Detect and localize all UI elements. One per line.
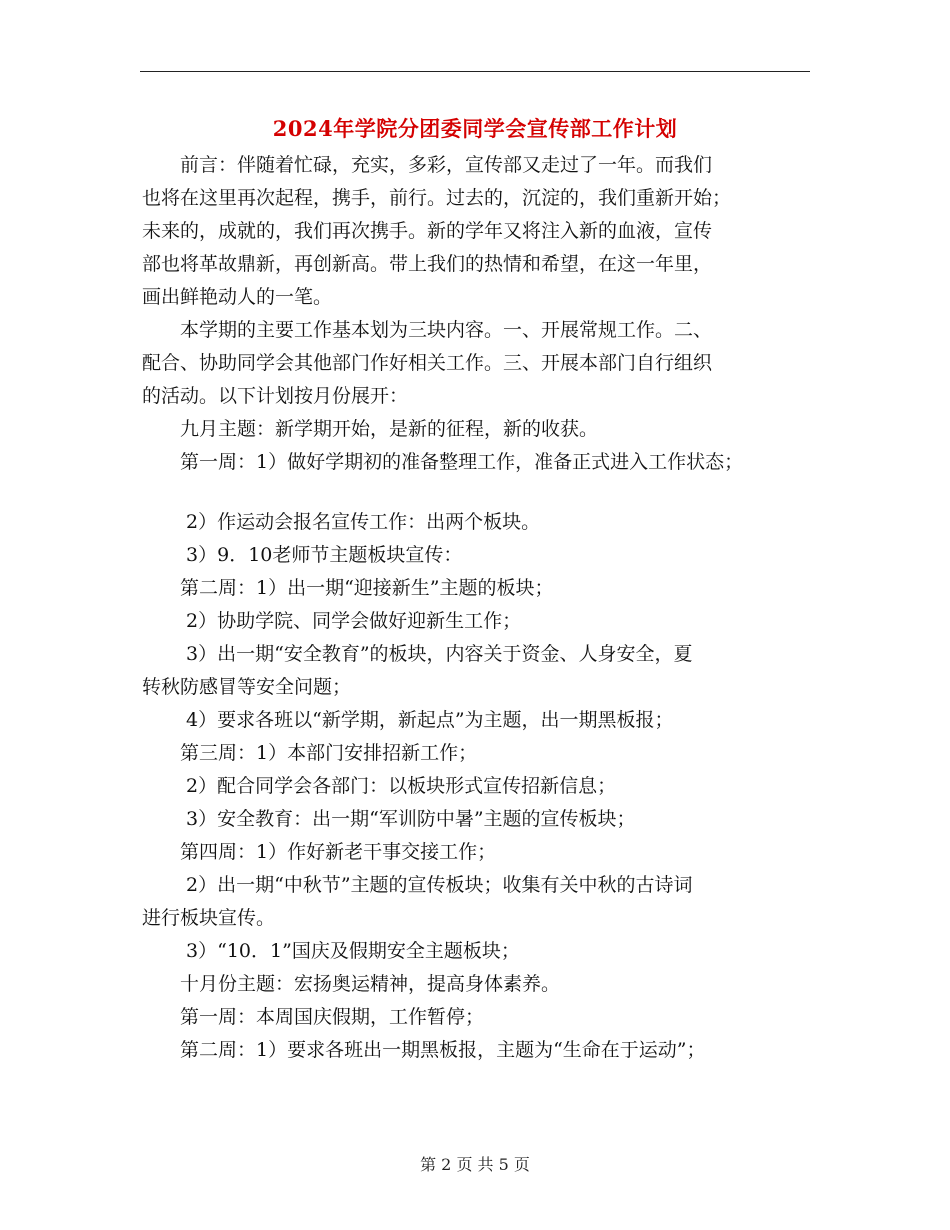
body-line: 画出鲜艳动人的一笔。 (142, 286, 333, 308)
header-rule (140, 71, 810, 72)
body-line: 2）配合同学会各部门：以板块形式宣传招新信息； (142, 775, 617, 797)
body-line: 九月主题：新学期开始，是新的征程，新的收获。 (142, 418, 599, 440)
body-line: 前言：伴随着忙碌，充实，多彩，宣传部又走过了一年。而我们 (142, 154, 713, 176)
body-line: 本学期的主要工作基本划为三块内容。一、开展常规工作。二、 (142, 319, 713, 341)
document-title: 2024年学院分团委同学会宣传部工作计划 (272, 116, 678, 141)
body-line: 转秋防感冒等安全问题； (142, 676, 352, 698)
page-footer: 第 2 页 共 5 页 (420, 1155, 530, 1174)
body-line: 4）要求各班以“新学期，新起点”为主题，出一期黑板报； (142, 709, 674, 731)
body-line: 未来的，成就的，我们再次携手。新的学年又将注入新的血液，宣传 (142, 220, 713, 242)
body-line: 第二周：1）出一期“迎接新生”主题的板块； (142, 577, 554, 599)
body-line: 的活动。以下计划按月份展开： (142, 385, 409, 407)
body-line: 3）安全教育：出一期“军训防中暑”主题的宣传板块； (142, 808, 636, 830)
body-line: 第一周：1）做好学期初的准备整理工作，准备正式进入工作状态； (142, 451, 744, 473)
body-line: 第二周：1）要求各班出一期黑板报，主题为“生命在于运动”； (142, 1039, 706, 1061)
body-line: 也将在这里再次起程，携手，前行。过去的，沉淀的，我们重新开始； (142, 187, 732, 209)
body-line: 3）“10．1”国庆及假期安全主题板块； (142, 940, 520, 962)
body-line: 2）协助学院、同学会做好迎新生工作； (142, 610, 522, 632)
body-line: 3）9．10老师节主题板块宣传： (142, 544, 463, 566)
body-line: 2）出一期“中秋节”主题的宣传板块；收集有关中秋的古诗词 (142, 874, 693, 896)
body-line: 3）出一期“安全教育”的板块，内容关于资金、人身安全，夏 (142, 643, 693, 665)
body-line: 2）作运动会报名宣传工作：出两个板块。 (142, 511, 541, 533)
body-line: 部也将革故鼎新，再创新高。带上我们的热情和希望，在这一年里， (142, 253, 713, 275)
body-line: 进行板块宣传。 (142, 907, 276, 929)
body-line: 第一周：本周国庆假期，工作暂停； (142, 1006, 485, 1028)
body-line: 第四周：1）作好新老干事交接工作； (142, 841, 497, 863)
body-line: 配合、协助同学会其他部门作好相关工作。三、开展本部门自行组织 (142, 352, 713, 374)
body-line: 第三周：1）本部门安排招新工作； (142, 742, 478, 764)
body-line: 十月份主题：宏扬奥运精神，提高身体素养。 (142, 973, 561, 995)
